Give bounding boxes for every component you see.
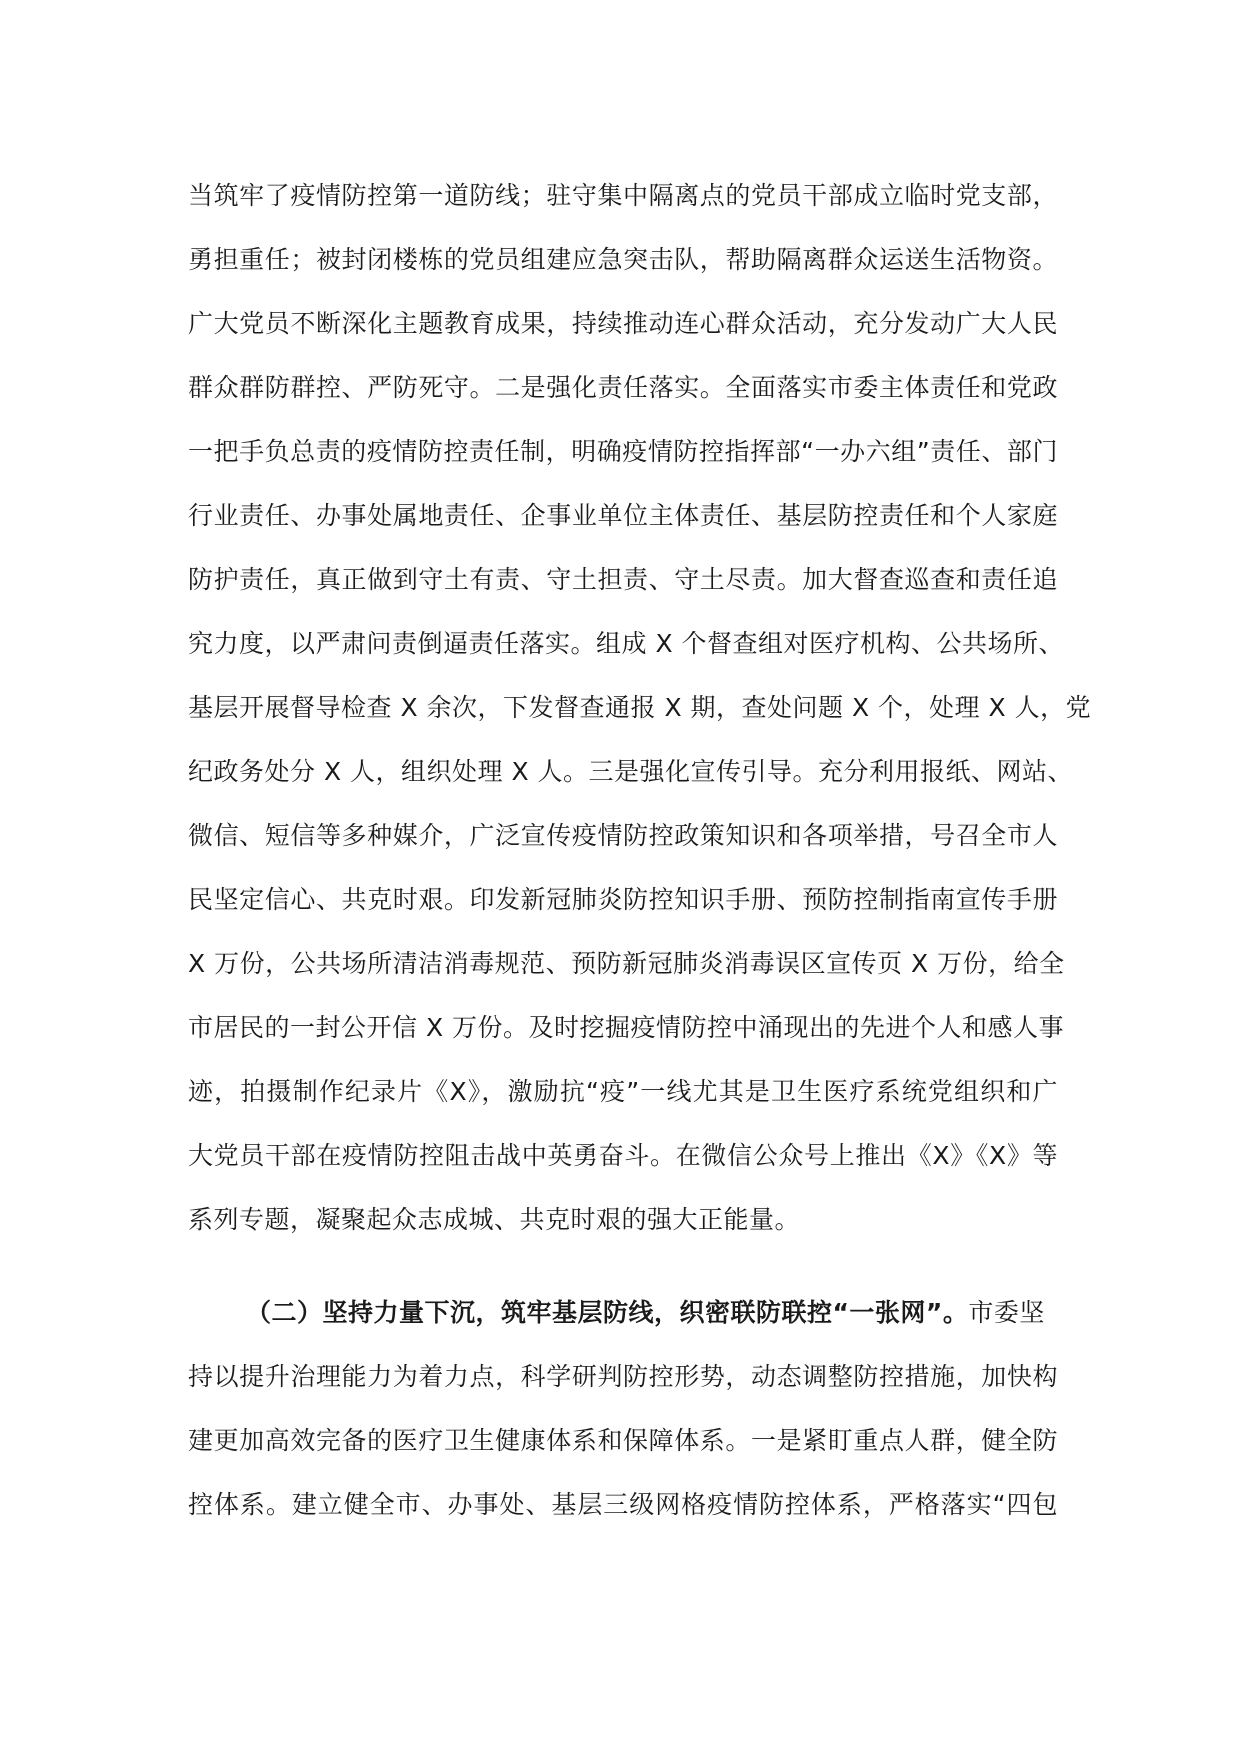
text-line: 群众群防群控、严防死守。二是强化责任落实。全面落实市委主体责任和党政	[188, 373, 1058, 402]
text-line: 纪政务处分 X 人，组织处理 X 人。三是强化宣传引导。充分利用报纸、网站、	[188, 757, 1074, 786]
text-line: 基层开展督导检查 X 余次，下发督查通报 X 期，查处问题 X 个，处理 X 人，党	[188, 693, 1092, 722]
section-heading: （二）坚持力量下沉，筑牢基层防线，织密联防联控“一张网”。	[246, 1298, 969, 1327]
text-line: 持以提升治理能力为着力点，科学研判防控形势，动态调整防控措施，加快构	[188, 1362, 1058, 1391]
text-line: X 万份，公共场所清洁消毒规范、预防新冠肺炎消毒误区宣传页 X 万份，给全	[188, 949, 1065, 978]
text-line: 系列专题，凝聚起众志成城、共克时艰的强大正能量。	[188, 1205, 801, 1234]
text-line: 行业责任、办事处属地责任、企事业单位主体责任、基层防控责任和个人家庭	[188, 501, 1058, 530]
text-line: 控体系。建立健全市、办事处、基层三级网格疫情防控体系，严格落实“四包	[188, 1490, 1058, 1519]
text-line: 建更加高效完备的医疗卫生健康体系和保障体系。一是紧盯重点人群，健全防	[188, 1426, 1058, 1455]
text-line: 一把手负总责的疫情防控责任制，明确疫情防控指挥部“一办六组”责任、部门	[188, 437, 1058, 466]
section-heading-tail: 市委坚	[968, 1298, 1045, 1327]
text-line: 市居民的一封公开信 X 万份。及时挖掘疫情防控中涌现出的先进个人和感人事	[188, 1013, 1065, 1042]
text-line: 广大党员不断深化主题教育成果，持续推动连心群众活动，充分发动广大人民	[188, 309, 1058, 338]
text-line: 大党员干部在疫情防控阻击战中英勇奋斗。在微信公众号上推出《X》《X》等	[188, 1141, 1058, 1170]
text-line: 究力度，以严肃问责倒逼责任落实。组成 X 个督查组对医疗机构、公共场所、	[188, 629, 1065, 658]
text-line: 防护责任，真正做到守土有责、守土担责、守土尽责。加大督查巡查和责任追	[188, 565, 1058, 594]
text-line: 迹，拍摄制作纪录片《X》，激励抗“疫”一线尤其是卫生医疗系统党组织和广	[188, 1077, 1058, 1106]
paragraph-1	[188, 181, 1092, 1269]
text-line: 微信、短信等多种媒介，广泛宣传疫情防控政策知识和各项举措，号召全市人	[188, 821, 1058, 850]
section-2	[188, 1298, 1058, 1554]
section-heading-line	[188, 1298, 1058, 1328]
text-line: 当筑牢了疫情防控第一道防线；驻守集中隔离点的党员干部成立临时党支部，	[188, 181, 1058, 210]
text-line: 勇担重任；被封闭楼栋的党员组建应急突击队，帮助隔离群众运送生活物资。	[188, 245, 1058, 274]
text-line: 民坚定信心、共克时艰。印发新冠肺炎防控知识手册、预防控制指南宣传手册	[188, 885, 1058, 914]
